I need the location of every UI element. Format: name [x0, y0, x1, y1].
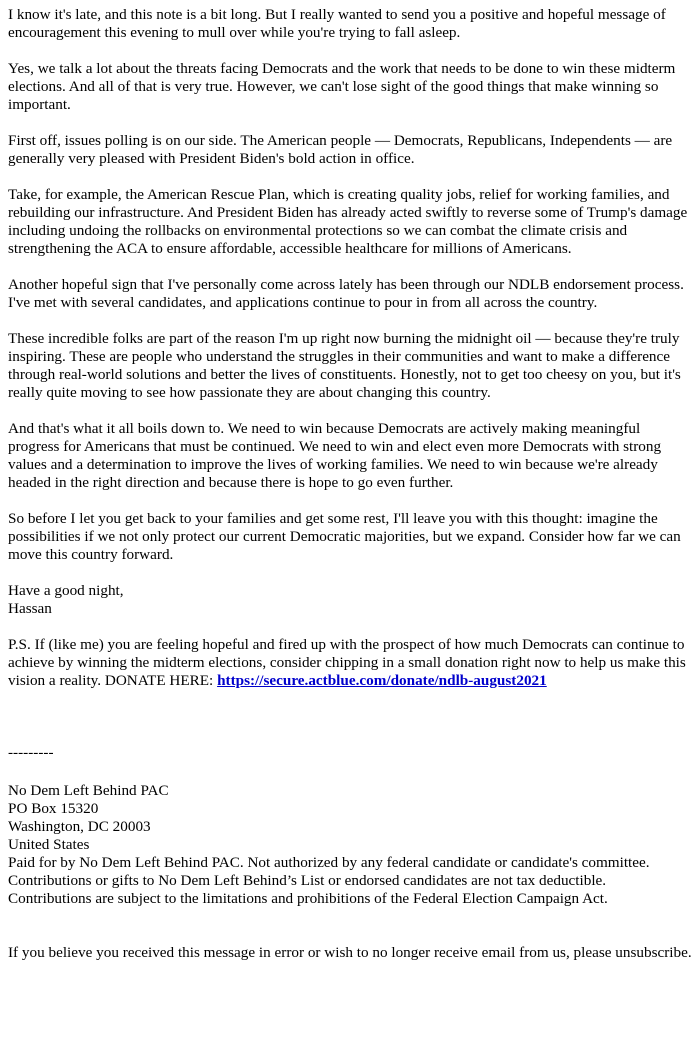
- paragraph-intro: I know it's late, and this note is a bit long. But I really wanted to send you a positive and hopeful message of encouragement this evening to mull over while you're trying to fall asleep.: [8, 6, 666, 41]
- signoff: Have a good night,: [8, 582, 124, 599]
- disclaimer-authorization: Paid for by No Dem Left Behind PAC. Not authorized by any federal candidate or candidate's committee.: [8, 854, 650, 871]
- signature: Hassan: [8, 600, 52, 617]
- paragraph-candidates: These incredible folks are part of the reason I'm up right now burning the midnight oil — because they're truly inspiring. These are people who understand the struggles in their communities and want to make a difference through real-world solutions and better the lives of constituents. Honestly, not to get too cheesy on you, but it's really quite moving to see how passionate they are about changing this country.: [8, 330, 681, 401]
- po-box: PO Box 15320: [8, 800, 99, 817]
- donate-link[interactable]: https://secure.actblue.com/donate/ndlb-august2021: [217, 672, 547, 689]
- postscript-text: P.S. If (like me) you are feeling hopeful and fired up with the prospect of how much Democrats can continue to achieve by winning the midterm elections, consider chipping in a small donation right now to help us make this vision a reality. DONATE HERE:: [8, 636, 686, 689]
- paragraph-rescue-plan: Take, for example, the American Rescue Plan, which is creating quality jobs, relief for working families, and rebuilding our infrastructure. And President Biden has already acted swiftly to reverse some of Trump's damage including undoing the rollbacks on environmental protections so we can combat the climate crisis and strengthening the ACA to ensure affordable, accessible healthcare for millions of Americans.: [8, 186, 688, 257]
- country: United States: [8, 836, 90, 853]
- paragraph-why-win: And that's what it all boils down to. We need to win because Democrats are actively making meaningful progress for Americans that must be continued. We need to win and elect even more Democrats with strong values and a determination to improve the lives of working families. We need to win because we're already headed in the right direction and because there is hope to go even further.: [8, 420, 662, 491]
- paragraph-polling: First off, issues polling is on our side. The American people — Democrats, Republicans, Independents — are generally very pleased with President Biden's bold action in office.: [8, 132, 673, 167]
- org-name: No Dem Left Behind PAC: [8, 782, 169, 799]
- spacer: [8, 762, 692, 782]
- unsubscribe-notice[interactable]: If you believe you received this message in error or wish to no longer receive email from us, please unsubscribe.: [8, 944, 692, 961]
- paragraph-closing-thought: So before I let you get back to your families and get some rest, I'll leave you with this thought: imagine the possibilities if we not only protect our current Democratic majorities, but we expand. Consider how far we can move this country forward.: [8, 510, 681, 563]
- postscript: [8, 636, 692, 690]
- disclaimer-tax: Contributions or gifts to No Dem Left Behind’s List or endorsed candidates are not tax deductible.: [8, 872, 607, 889]
- signoff-block: [8, 582, 692, 618]
- spacer: [8, 908, 692, 944]
- paragraph-threats: Yes, we talk a lot about the threats facing Democrats and the work that needs to be done to win these midterm elections. And all of that is very true. However, we can't lose sight of the good things that make winning so important.: [8, 60, 676, 113]
- disclaimer-limitations: Contributions are subject to the limitations and prohibitions of the Federal Election Campaign Act.: [8, 890, 608, 907]
- footer-divider: ---------: [8, 744, 54, 761]
- city-state: Washington, DC 20003: [8, 818, 151, 835]
- footer: [8, 744, 692, 962]
- paragraph-endorsement: Another hopeful sign that I've personally come across lately has been through our NDLB endorsement process. I've met with several candidates, and applications continue to pour in from all across the country.: [8, 276, 684, 311]
- spacer: [8, 690, 692, 744]
